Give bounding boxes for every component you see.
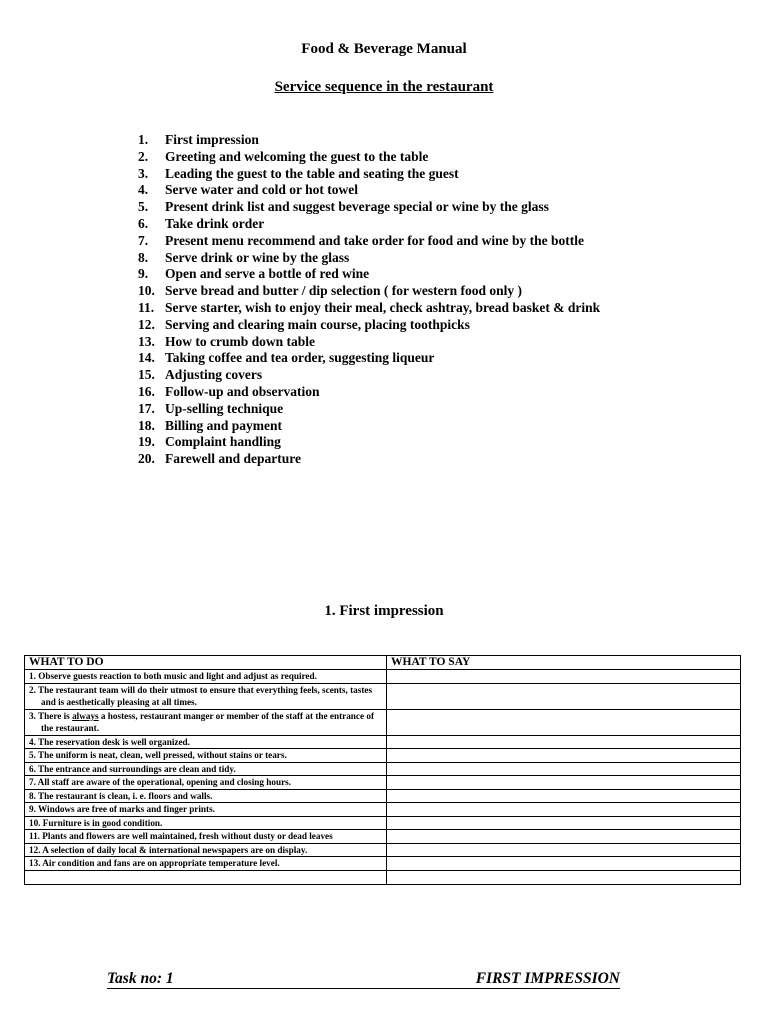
sequence-item (138, 334, 600, 351)
table-row (25, 803, 741, 817)
sequence-number: 17. (138, 400, 155, 416)
what-to-say-cell[interactable] (387, 776, 741, 790)
what-to-do-cell (25, 709, 387, 735)
sequence-text: First impression (165, 132, 259, 147)
table-row (25, 857, 741, 871)
sequence-number: 13. (138, 333, 155, 349)
sequence-text: Take drink order (165, 215, 265, 231)
sequence-text: Present menu recommend and take order for food and wine by the bottle (165, 232, 584, 248)
table-row (25, 762, 741, 776)
what-to-say-cell[interactable] (387, 803, 741, 817)
what-to-say-cell[interactable] (387, 816, 741, 830)
what-to-do-text: 9. Windows are free of marks and finger prints. (29, 804, 215, 814)
sequence-text: Adjusting covers (165, 367, 263, 383)
sequence-item (138, 300, 600, 317)
sequence-number: 16. (138, 383, 155, 399)
sequence-number: 1. (138, 132, 149, 147)
sequence-item (138, 166, 600, 183)
document-subtitle (0, 79, 768, 96)
sequence-number: 4. (138, 182, 149, 198)
what-to-do-cell (25, 803, 387, 817)
text-segment: 3. There is (29, 710, 73, 721)
what-to-do-cell (25, 762, 387, 776)
sequence-number: 19. (138, 434, 155, 450)
sequence-number: 9. (138, 266, 149, 282)
what-to-do-text: 8. The restaurant is clean, i. e. floors and walls. (29, 790, 213, 801)
section-title: 1. First impression (324, 603, 444, 619)
sequence-item (138, 266, 600, 283)
sequence-text: Serve drink or wine by the glass (165, 249, 350, 265)
task-label: FIRST IMPRESSION (422, 970, 620, 989)
what-to-do-text: 5. The uniform is neat, clean, well pressed, without stains or tears. (29, 750, 287, 760)
sequence-text: Complaint handling (165, 434, 281, 450)
what-to-do-cell (25, 830, 387, 844)
sequence-number: 3. (138, 165, 149, 181)
sequence-text: Taking coffee and tea order, suggesting liqueur (165, 350, 435, 366)
sequence-number: 10. (138, 283, 155, 299)
sequence-text: Serve starter, wish to enjoy their meal, check ashtray, bread basket & drink (165, 299, 601, 315)
what-to-do-cell (25, 776, 387, 790)
what-to-do-text: 4. The reservation desk is well organized. (29, 736, 190, 747)
what-to-do-text: 10. Furniture is in good condition. (29, 817, 163, 828)
underlined-word: always (72, 710, 99, 721)
table-row (25, 830, 741, 844)
checklist-table (24, 655, 741, 885)
sequence-number: 11. (138, 299, 155, 315)
sequence-text: Billing and payment (165, 417, 283, 433)
sequence-item (138, 216, 600, 233)
sequence-number: 20. (138, 451, 155, 467)
sequence-item (138, 199, 600, 216)
text-segment: a hostess, restaurant manger or member of the staff at the entrance of the restaurant. (41, 710, 375, 733)
sequence-text: Serving and clearing main course, placing toothpicks (165, 316, 470, 332)
what-to-do-cell (25, 670, 387, 684)
task-number: Task no: 1 (107, 970, 422, 989)
what-to-do-text: 11. Plants and flowers are well maintained, fresh without dusty or dead leaves (29, 831, 333, 841)
sequence-text: Up-selling technique (165, 400, 284, 416)
sequence-text: Present drink list and suggest beverage special or wine by the glass (165, 199, 549, 215)
what-to-say-cell[interactable] (387, 749, 741, 763)
what-to-say-cell[interactable] (387, 857, 741, 871)
table-row (25, 683, 741, 709)
sequence-item (138, 418, 600, 435)
what-to-say-cell[interactable] (387, 670, 741, 684)
table-row (25, 749, 741, 763)
sequence-number: 12. (138, 316, 155, 332)
sequence-text: Leading the guest to the table and seating the guest (165, 165, 459, 181)
what-to-say-cell[interactable] (387, 870, 741, 884)
sequence-item (138, 149, 600, 166)
table-row (25, 776, 741, 790)
what-to-do-cell (25, 749, 387, 763)
what-to-do-text: 7. All staff are aware of the operational, opening and closing hours. (29, 777, 292, 787)
sequence-number: 8. (138, 249, 149, 265)
table-row (25, 709, 741, 735)
document-title: Food & Beverage Manual (301, 41, 467, 57)
sequence-item (138, 384, 600, 401)
sequence-number: 5. (138, 199, 149, 215)
sequence-item (138, 401, 600, 418)
what-to-do-text: 1. Observe guests reaction to both music and light and adjust as required. (29, 671, 317, 681)
what-to-do-text: 6. The entrance and surroundings are clean and tidy. (29, 763, 236, 774)
sequence-text: Farewell and departure (165, 451, 301, 467)
what-to-do-text: 13. Air condition and fans are on appropriate temperature level. (29, 858, 280, 868)
sequence-text: Open and serve a bottle of red wine (165, 266, 370, 282)
sequence-item (138, 283, 600, 300)
subtitle-text: Service sequence in the restaurant (274, 79, 494, 95)
table-row (25, 843, 741, 857)
sequence-text: Serve water and cold or hot towel (165, 182, 358, 198)
column-header-what-to-say: WHAT TO SAY (387, 656, 741, 670)
sequence-item (138, 132, 600, 149)
what-to-do-cell (25, 843, 387, 857)
what-to-do-cell (25, 735, 387, 749)
what-to-do-cell (25, 857, 387, 871)
what-to-say-cell[interactable] (387, 830, 741, 844)
what-to-do-text: 2. The restaurant team will do their utmost to ensure that everything feels, scents, tastes and is aesthetically pleasing at all times. (29, 684, 373, 707)
sequence-item (138, 317, 600, 334)
table-row (25, 735, 741, 749)
what-to-say-cell[interactable] (387, 683, 741, 709)
sequence-number: 7. (138, 232, 149, 248)
sequence-item (138, 451, 600, 468)
sequence-number: 2. (138, 148, 149, 164)
sequence-text: Greeting and welcoming the guest to the table (165, 148, 429, 164)
what-to-say-cell[interactable] (387, 762, 741, 776)
what-to-say-cell[interactable] (387, 735, 741, 749)
sequence-item (138, 350, 600, 367)
sequence-item (138, 233, 600, 250)
what-to-do-cell (25, 789, 387, 803)
what-to-say-cell[interactable] (387, 709, 741, 735)
sequence-text: Follow-up and observation (165, 383, 320, 399)
what-to-say-cell[interactable] (387, 789, 741, 803)
sequence-item (138, 182, 600, 199)
what-to-do-text (29, 710, 382, 735)
sequence-item (138, 250, 600, 267)
sequence-item (138, 367, 600, 384)
sequence-number: 6. (138, 215, 149, 231)
table-header-row (25, 656, 741, 670)
table-row (25, 816, 741, 830)
sequence-item (138, 434, 600, 451)
what-to-do-cell (25, 816, 387, 830)
table-row (25, 789, 741, 803)
sequence-text: Serve bread and butter / dip selection ( for western food only ) (165, 283, 522, 299)
service-sequence-list (138, 132, 600, 468)
sequence-text: How to crumb down table (165, 333, 316, 349)
sequence-number: 15. (138, 367, 155, 383)
table-row (25, 870, 741, 884)
column-header-what-to-do: WHAT TO DO (25, 656, 387, 670)
what-to-do-text: 12. A selection of daily local & international newspapers are on display. (29, 844, 308, 855)
what-to-say-cell[interactable] (387, 843, 741, 857)
what-to-do-cell[interactable] (25, 870, 387, 884)
what-to-do-cell (25, 683, 387, 709)
table-row (25, 670, 741, 684)
sequence-number: 14. (138, 350, 155, 366)
sequence-number: 18. (138, 417, 155, 433)
